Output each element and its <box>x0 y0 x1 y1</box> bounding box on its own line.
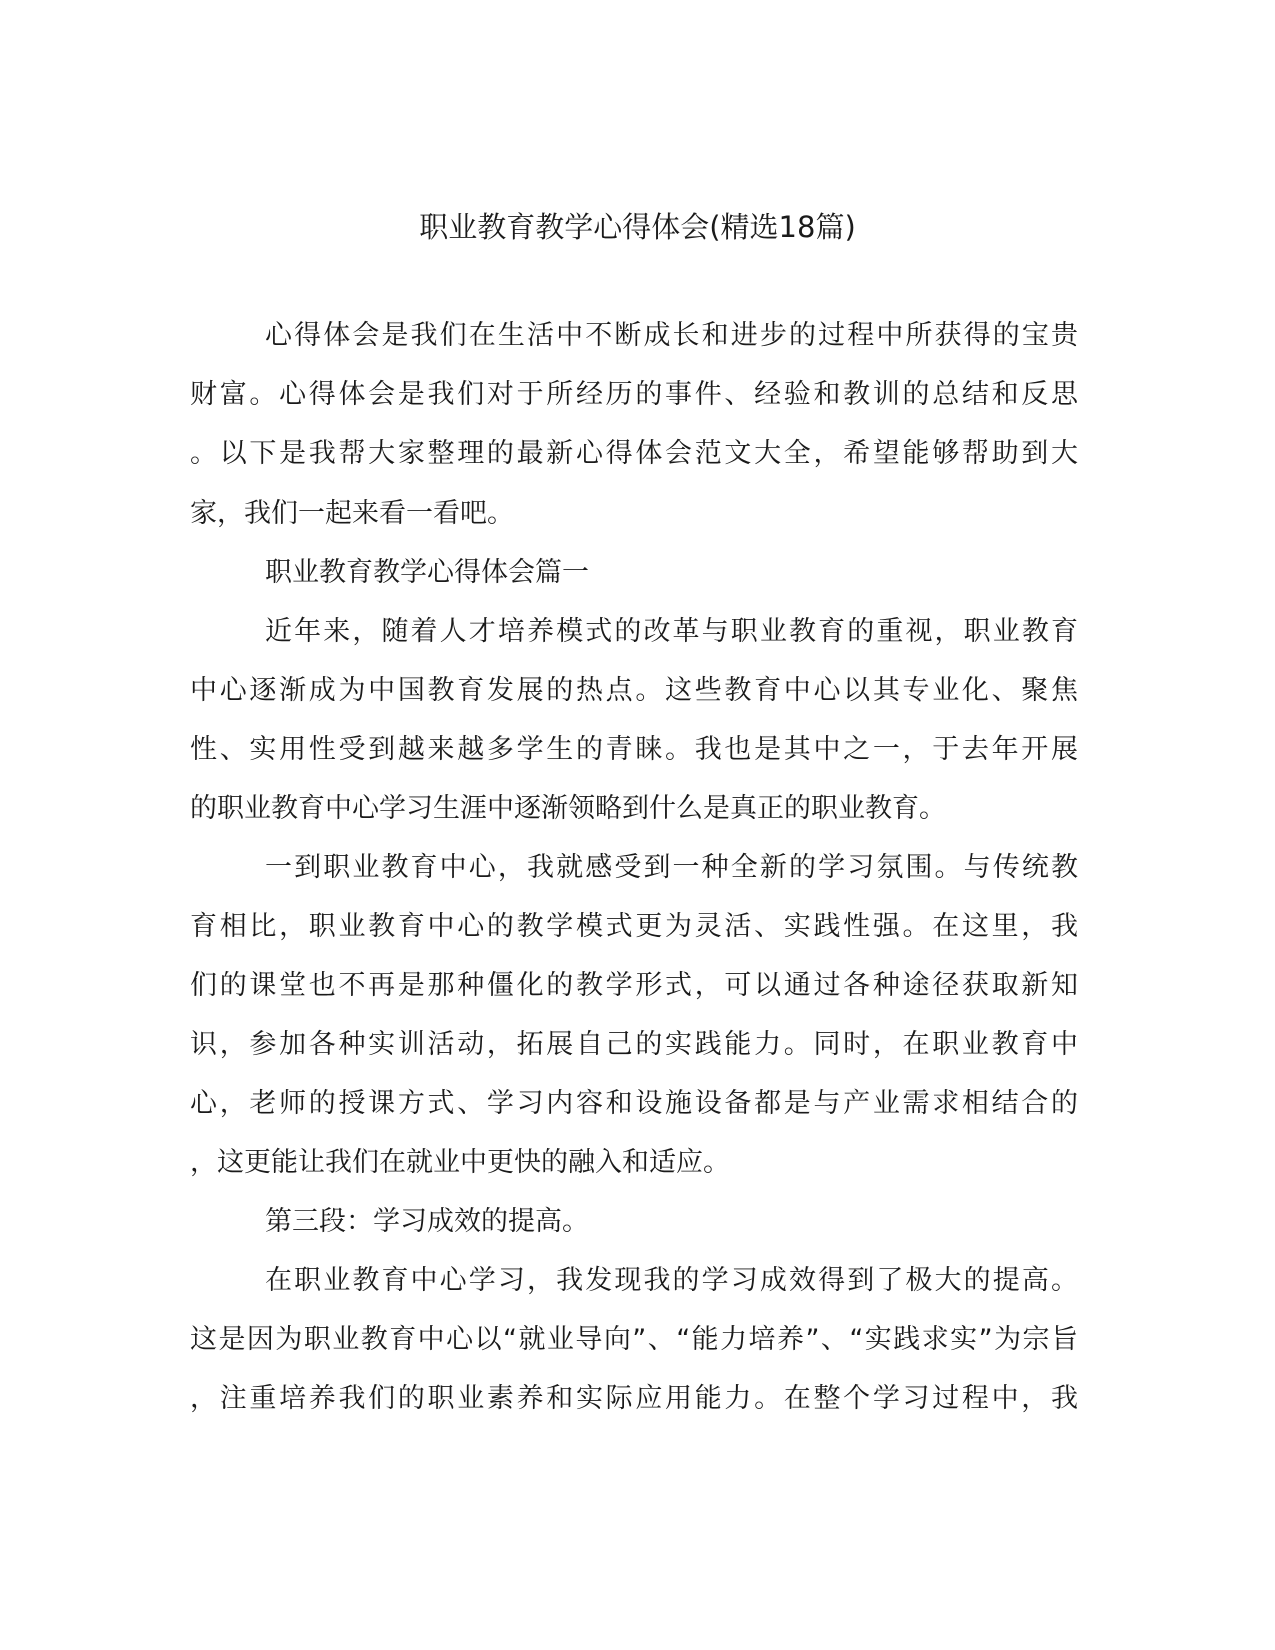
paragraph-line: 心，老师的授课方式、学习内容和设施设备都是与产业需求相结合的 <box>190 1088 1078 1119</box>
section-heading: 职业教育教学心得体会篇一 <box>265 557 589 588</box>
paragraph-line: 这是因为职业教育中心以“就业导向”、“能力培养”、“实践求实”为宗旨 <box>190 1324 1078 1355</box>
paragraph-line: 一到职业教育中心，我就感受到一种全新的学习氛围。与传统教 <box>265 852 1078 883</box>
document-title: 职业教育教学心得体会(精选18篇) <box>419 210 856 244</box>
paragraph-line: ，这更能让我们在就业中更快的融入和适应。 <box>190 1147 730 1178</box>
paragraph-line: 家，我们一起来看一看吧。 <box>190 498 514 529</box>
paragraph-line: 在职业教育中心学习，我发现我的学习成效得到了极大的提高。 <box>265 1265 1078 1296</box>
section-heading: 第三段：学习成效的提高。 <box>265 1206 589 1237</box>
paragraph-line: 们的课堂也不再是那种僵化的教学形式，可以通过各种途径获取新知 <box>190 970 1078 1001</box>
paragraph-line: 中心逐渐成为中国教育发展的热点。这些教育中心以其专业化、聚焦 <box>190 675 1078 706</box>
paragraph-line: 财富。心得体会是我们对于所经历的事件、经验和教训的总结和反思 <box>190 379 1078 410</box>
paragraph-line: 识，参加各种实训活动，拓展自己的实践能力。同时，在职业教育中 <box>190 1029 1078 1060</box>
paragraph-line: 育相比，职业教育中心的教学模式更为灵活、实践性强。在这里，我 <box>190 911 1078 942</box>
paragraph-line: 。以下是我帮大家整理的最新心得体会范文大全，希望能够帮助到大 <box>190 438 1078 469</box>
paragraph-line: 近年来，随着人才培养模式的改革与职业教育的重视，职业教育 <box>265 616 1078 647</box>
paragraph-line: 的职业教育中心学习生涯中逐渐领略到什么是真正的职业教育。 <box>190 793 946 824</box>
paragraph-line: 心得体会是我们在生活中不断成长和进步的过程中所获得的宝贵 <box>265 320 1078 351</box>
paragraph-line: 性、实用性受到越来越多学生的青睐。我也是其中之一，于去年开展 <box>190 734 1078 765</box>
paragraph-line: ，注重培养我们的职业素养和实际应用能力。在整个学习过程中，我 <box>190 1383 1078 1414</box>
